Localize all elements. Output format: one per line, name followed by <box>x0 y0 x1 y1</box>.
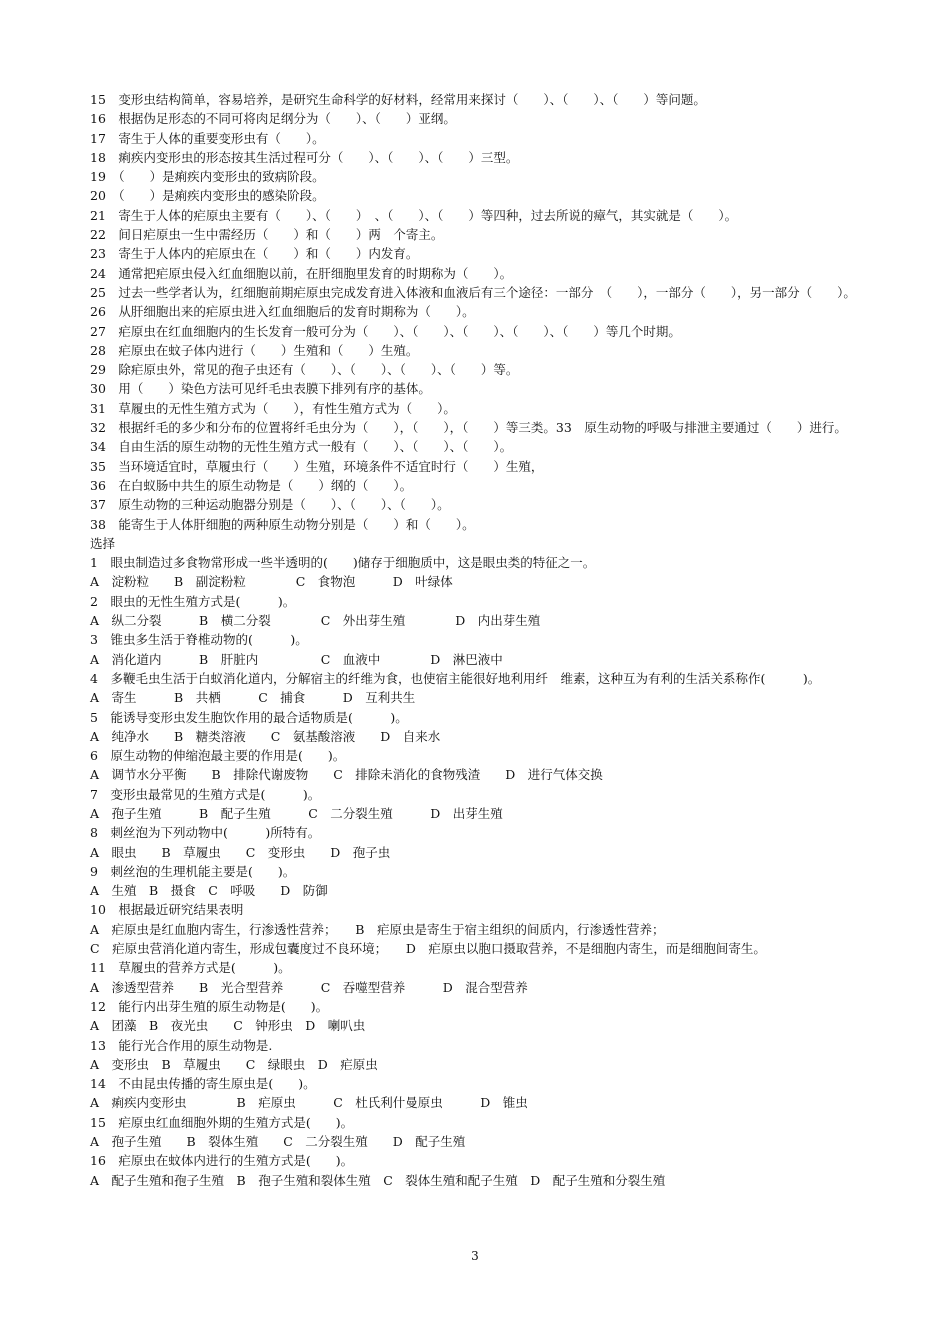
question-line: 31 草履虫的无性生殖方式为（ ），有性生殖方式为（ ）。 <box>90 400 456 416</box>
choice-line: A 纯净水 B 糖类溶液 C 氨基酸溶液 D 自来水 <box>90 728 441 744</box>
choice-line: A 淀粉粒 B 副淀粉粒 C 食物泡 D 叶绿体 <box>90 574 453 590</box>
choice-line: A 生殖 B 摄食 C 呼吸 D 防御 <box>90 883 328 899</box>
choice-line: A 渗透型营养 B 光合型营养 C 吞噬型营养 D 混合型营养 <box>90 979 528 995</box>
choice-line: A 孢子生殖 B 配子生殖 C 二分裂生殖 D 出芽生殖 <box>90 805 503 821</box>
question-line: 18 痢疾内变形虫的形态按其生活过程可分（ ）、（ ）、（ ）三型。 <box>90 149 519 165</box>
choice-line: A 团藻 B 夜光虫 C 钟形虫 D 喇叭虫 <box>90 1018 366 1034</box>
choice-line: 13 能行光合作用的原生动物是. <box>90 1037 273 1053</box>
choice-line: 6 原生动物的伸缩泡最主要的作用是( )。 <box>90 748 346 764</box>
question-line: 24 通常把疟原虫侵入红血细胞以前，在肝细胞里发育的时期称为（ ）。 <box>90 265 513 281</box>
choice-line: A 纵二分裂 B 横二分裂 C 外出芽生殖 D 内出芽生殖 <box>90 613 541 629</box>
multiple-choice-section <box>90 553 880 1190</box>
question-line: 16 根据伪足形态的不同可将肉足纲分为（ ）、（ ）亚纲。 <box>90 111 456 127</box>
choice-line: 12 能行内出芽生殖的原生动物是( )。 <box>90 998 329 1014</box>
question-line: 30 用（ ）染色方法可见纤毛虫表膜下排列有序的基体。 <box>90 381 431 397</box>
choice-line: A 眼虫 B 草履虫 C 变形虫 D 孢子虫 <box>90 844 391 860</box>
question-line: 26 从肝细胞出来的疟原虫进入红血细胞后的发育时期称为（ ）。 <box>90 304 475 320</box>
choice-line: 4 多鞭毛虫生活于白蚁消化道内，分解宿主的纤维为食，也使宿主能很好地利用纤 维素，这种互为有利的生活关系称作( )。 <box>90 670 821 686</box>
page-number: 3 <box>471 1249 479 1263</box>
choice-line: A 变形虫 B 草履虫 C 绿眼虫 D 疟原虫 <box>90 1056 378 1072</box>
choice-line: 14 不由昆虫传播的寄生原虫是( )。 <box>90 1076 316 1092</box>
choice-line: 2 眼虫的无性生殖方式是( )。 <box>90 593 296 609</box>
question-line: 19 （ ）是痢疾内变形虫的致病阶段。 <box>90 169 325 185</box>
choice-line: 15 疟原虫红血细胞外期的生殖方式是( )。 <box>90 1114 354 1130</box>
question-line: 28 疟原虫在蚊子体内进行（ ）生殖和（ ）生殖。 <box>90 342 419 358</box>
question-line: 21 寄生于人体的疟原虫主要有（ ）、（ ） 、（ ）、（ ）等四种，过去所说的瘴气，其实就是（ ）。 <box>90 207 738 223</box>
fill-in-blank-section <box>90 90 880 534</box>
question-line: 25 过去一些学者认为，红细胞前期疟原虫完成发育进入体液和血液后有三个途径：一部分 （ ），一部分（ ），另一部分（ ）。 <box>90 284 856 300</box>
choice-line: 5 能诱导变形虫发生胞饮作用的最合适物质是( )。 <box>90 709 408 725</box>
choice-line: 3 锥虫多生活于脊椎动物的( )。 <box>90 632 308 648</box>
question-line: 37 原生动物的三种运动胞器分别是（ ）、（ ）、（ ）。 <box>90 497 450 513</box>
choice-line: A 痢疾内变形虫 B 疟原虫 C 杜氏利什曼原虫 D 锥虫 <box>90 1095 528 1111</box>
choice-line: 7 变形虫最常见的生殖方式是( )。 <box>90 786 321 802</box>
section-title-choice: 选择 <box>90 535 116 551</box>
choice-line: A 寄生 B 共栖 C 捕食 D 互利共生 <box>90 690 416 706</box>
choice-line: 9 刺丝泡的生理机能主要是( )。 <box>90 863 296 879</box>
question-line: 29 除疟原虫外，常见的孢子虫还有（ ）、（ ）、（ ）、（ ）等。 <box>90 362 519 378</box>
choice-line: A 调节水分平衡 B 排除代谢废物 C 排除未消化的食物残渣 D 进行气体交换 <box>90 767 603 783</box>
question-line: 32 根据纤毛的多少和分布的位置将纤毛虫分为（ ），（ ），（ ）等三类。33 原生动物的呼吸与排泄主要通过（ ）进行。 <box>90 420 847 436</box>
choice-line: 8 刺丝泡为下列动物中( )所特有。 <box>90 825 321 841</box>
question-line: 23 寄生于人体内的疟原虫在（ ）和（ ）内发育。 <box>90 246 419 262</box>
question-line: 15 变形虫结构简单，容易培养，是研究生命科学的好材料，经常用来探讨（ ）、（ ）、（ ）等问题。 <box>90 92 706 107</box>
question-line: 17 寄生于人体的重要变形虫有（ ）。 <box>90 130 325 146</box>
choice-line: 1 眼虫制造过多食物常形成一些半透明的( )储存于细胞质中，这是眼虫类的特征之一。 <box>90 555 596 571</box>
question-line: 38 能寄生于人体肝细胞的两种原生动物分别是（ ）和（ ）。 <box>90 516 475 532</box>
choice-line: A 配子生殖和孢子生殖 B 孢子生殖和裂体生殖 C 裂体生殖和配子生殖 D 配子生殖和分裂生殖 <box>90 1172 666 1188</box>
document-body <box>90 90 880 1190</box>
choice-line: C 疟原虫营消化道内寄生，形成包囊度过不良环境； D 疟原虫以胞口摄取营养，不是细胞内寄生，而是细胞间寄生。 <box>90 941 766 957</box>
question-line: 36 在白蚁肠中共生的原生动物是（ ）纲的（ ）。 <box>90 477 413 493</box>
question-line: 27 疟原虫在红血细胞内的生长发育一般可分为（ ）、（ ）、（ ）、（ ）、（ ）等几个时期。 <box>90 323 681 339</box>
choice-line: A 疟原虫是红血胞内寄生，行渗透性营养； B 疟原虫是寄生于宿主组织的间质内，行渗透性营养； <box>90 921 665 937</box>
choice-line: 10 根据最近研究结果表明 <box>90 902 244 918</box>
question-line: 22 间日疟原虫一生中需经历（ ）和（ ）两 个寄主。 <box>90 227 444 243</box>
choice-line: A 消化道内 B 肝脏内 C 血液中 D 淋巴液中 <box>90 651 503 667</box>
choice-line: A 孢子生殖 B 裂体生殖 C 二分裂生殖 D 配子生殖 <box>90 1134 466 1150</box>
question-line: 35 当环境适宜时，草履虫行（ ）生殖，环境条件不适宜时行（ ）生殖， <box>90 458 544 474</box>
choice-line: 11 草履虫的营养方式是( )。 <box>90 960 291 976</box>
choice-line: 16 疟原虫在蚊体内进行的生殖方式是( )。 <box>90 1153 354 1169</box>
question-line: 20 （ ）是痢疾内变形虫的感染阶段。 <box>90 188 325 204</box>
question-line: 34 自由生活的原生动物的无性生殖方式一般有（ ）、（ ）、（ ）。 <box>90 439 513 455</box>
